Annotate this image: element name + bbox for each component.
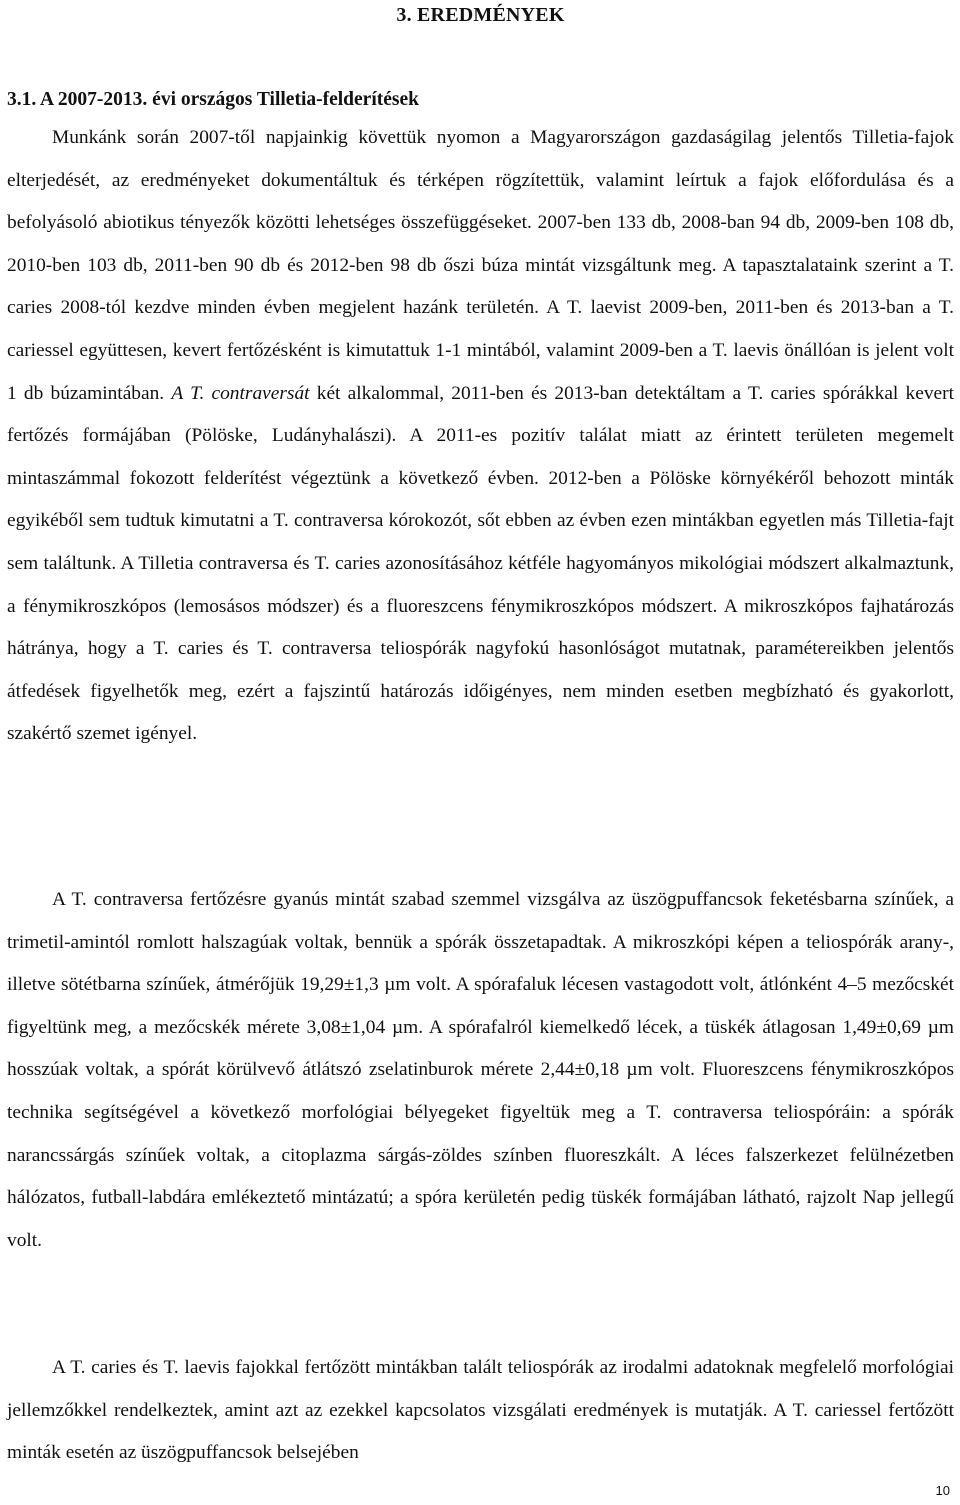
paragraph-text-italic: A T. contraversát	[171, 382, 310, 404]
page-number: 10	[935, 1483, 950, 1498]
body-paragraph	[7, 1347, 954, 1475]
body-paragraph	[7, 117, 954, 756]
section-title: 3.1. A 2007-2013. évi országos Tilletia-felderítések	[7, 89, 419, 110]
chapter-title: 3. EREDMÉNYEK	[396, 4, 565, 26]
body-paragraph	[7, 879, 954, 1262]
paragraph-text: A T. caries és T. laevis fajokkal fertőzött mintákban talált teliospórák az irodalmi adatoknak megfelelő morfológiai jellemzőkkel rendelkeztek, amint azt az ezekkel kapcsolatos vizsgálati eredmények is mutatják. A T. cariessel fertőzött minták esetén az üszögpuffancsok belsejében	[7, 1357, 954, 1464]
paragraph-text: Munkánk során 2007-től napjainkig követtük nyomon a Magyarországon gazdaságilag jelentős Tilletia-fajok elterjedését, az eredményeket dokumentáltuk és térképen rögzítettük, valamint leírtuk a fajok előfordulása és a befolyásoló abiotikus tényezők közötti lehetséges összefüggéseket. 2007-ben 133 db, 2008-ban 94 db, 2009-ben 108 db, 2010-ben 103 db, 2011-ben 90 db és 2012-ben 98 db őszi búza mintát vizsgáltunk meg. A tapasztalataink szerint a T. caries 2008-tól kezdve minden évben megjelent hazánk területén. A T. laevist 2009-ben, 2011-ben és 2013-ban a T. cariessel együttesen, kevert fertőzésként is kimutattuk 1-1 mintából, valamint 2009-ben a T. laevis önállóan is jelent volt 1 db búzamintában.	[7, 127, 954, 404]
paragraph-text: A T. contraversa fertőzésre gyanús mintát szabad szemmel vizsgálva az üszögpuffancsok feketésbarna színűek, a trimetil-amintól romlott halszagúak voltak, bennük a spórák összetapadtak. A mikroszkópi képen a teliospórák arany-, illetve sötétbarna színűek, átmérőjük 19,29±1,3 µm volt. A spórafaluk lécesen vastagodott volt, átlónként 4–5 mezőcskét figyeltünk meg, a mezőcskék mérete 3,08±1,04 µm. A spórafalról kiemelkedő lécek, a tüskék átlagosan 1,49±0,69 µm hosszúak voltak, a spórát körülvevő átlátszó zselatinburok mérete 2,44±0,18 µm volt. Fluoreszcens fénymikroszkópos technika segítségével a következő morfológiai bélyegeket figyeltük meg a T. contraversa teliospóráin: a spórák narancssárgás színűek voltak, a citoplazma sárgás-zöldes színben fluoreszkált. A léces falszerkezet felülnézetben hálózatos, futball-labdára emlékeztető mintázatú; a spóra kerületén pedig tüskék formájában látható, rajzolt Nap jellegű volt.	[7, 889, 954, 1251]
paragraph-text: két alkalommal, 2011-ben és 2013-ban detektáltam a T. caries spórákkal kevert fertőzés formájában (Pölöske, Ludányhalászi). A 2011-es pozitív találat miatt az érintett területen megemelt mintaszámmal fokozott felderítést végeztünk a következő évben. 2012-ben a Pölöske környékéről behozott minták egyikéből sem tudtuk kimutatni a T. contraversa kórokozót, sőt ebben az évben ezen mintákban egyetlen más Tilletia-fajt sem találtunk. A Tilletia contraversa és T. caries azonosításához kétféle hagyományos mikológiai módszert alkalmaztunk, a fénymikroszkópos (lemosásos módszer) és a fluoreszcens fénymikroszkópos módszert. A mikroszkópos fajhatározás hátránya, hogy a T. caries és T. contraversa teliospórák nagyfokú hasonlóságot mutatnak, paramétereikben jelentős átfedések figyelhetők meg, ezért a fajszintű határozás időigényes, nem minden esetben megbízható és gyakorlott, szakértő szemet igényel.	[7, 382, 954, 745]
